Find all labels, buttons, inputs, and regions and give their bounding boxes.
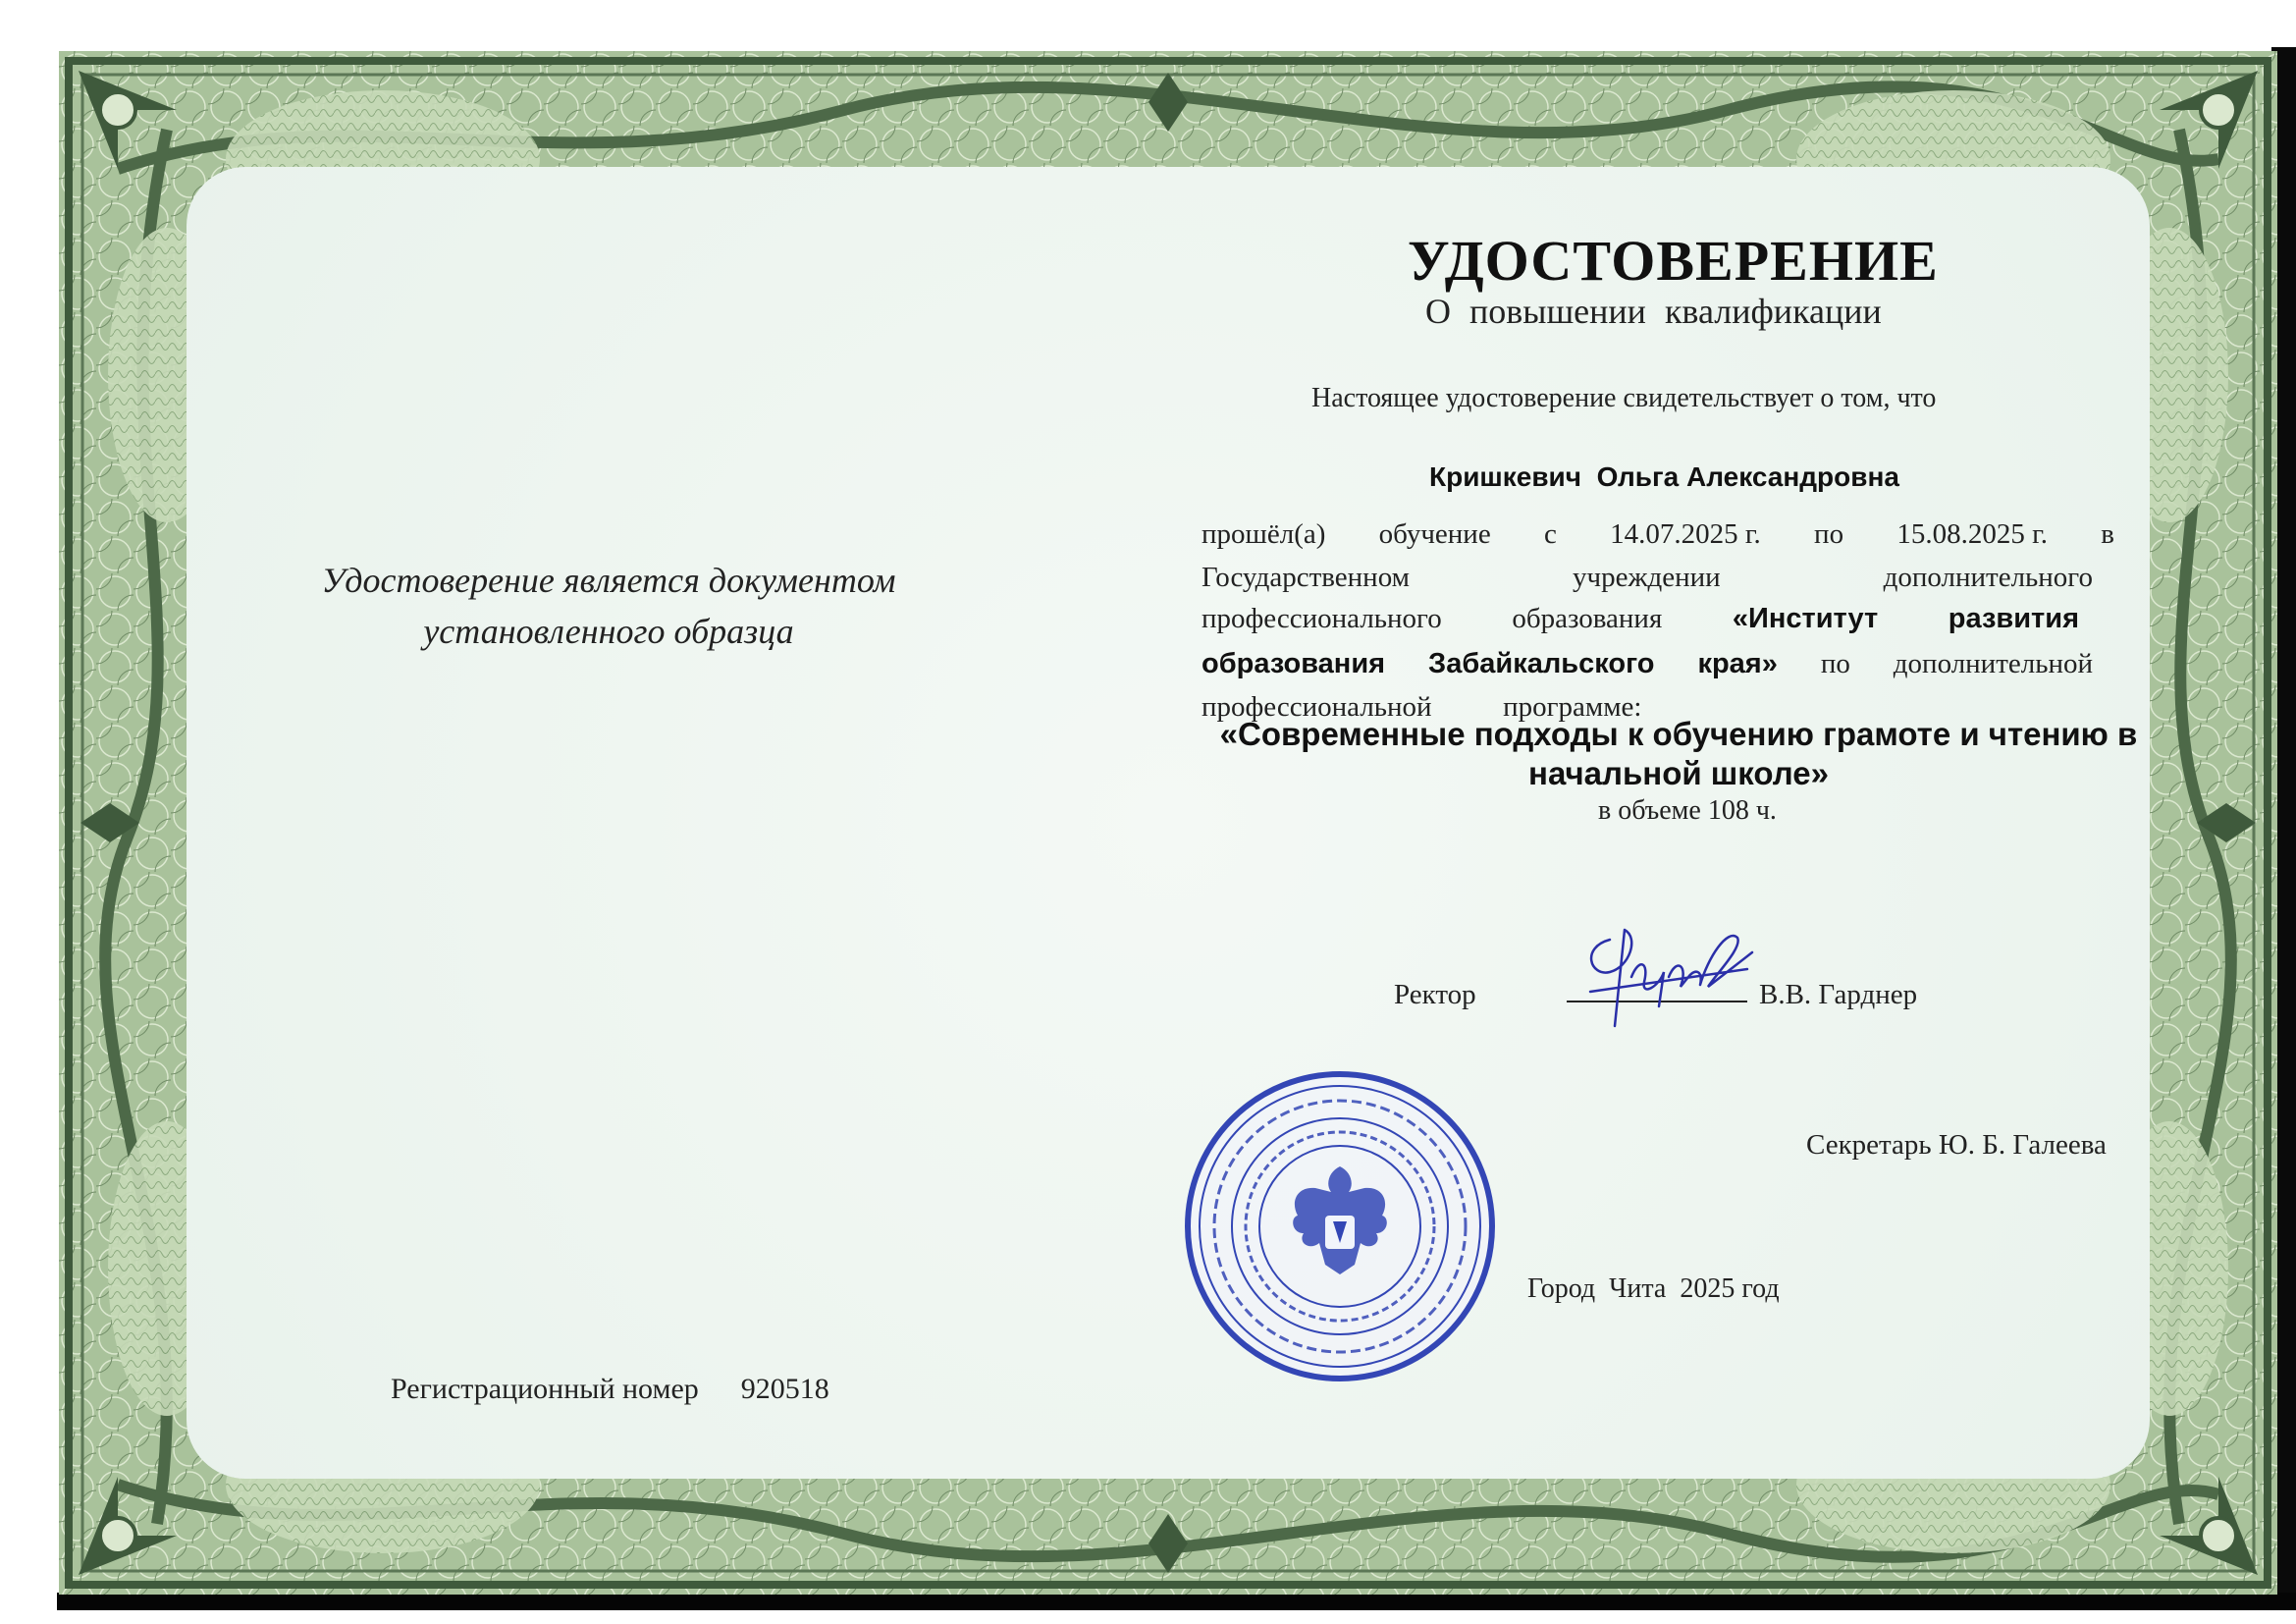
certificate-inner-field (187, 167, 2150, 1479)
program-title (1207, 715, 2150, 793)
recipient-name: Кришкевич Ольга Александровна (1429, 461, 1899, 492)
details-line-3: профессионального образования «Институт развития (1201, 603, 2079, 634)
intro-text: Настоящее удостоверение свидетельствует о том, что (1311, 383, 1937, 413)
left-note-line2: установленного образца (423, 612, 794, 651)
official-seal-icon (1182, 1068, 1498, 1384)
details-line-1: прошёл(а) обучение с 14.07.2025 г. по 15.08.2025 г. в (1201, 518, 2114, 562)
certificate-title: УДОСТОВЕРЕНИЕ (1408, 229, 1939, 293)
rector-label: Ректор (1394, 979, 1476, 1010)
start-date: 14.07.2025 г. (1610, 518, 1761, 550)
signature-icon (1571, 918, 1757, 1041)
program-title-line1: «Современные подходы к обучению грамоте и чтению в (1219, 716, 2138, 752)
training-details (1201, 518, 2114, 731)
details-line-5: профессиональной программе: (1201, 691, 1642, 723)
program-title-line2: начальной школе» (1528, 755, 1829, 791)
end-date: 15.08.2025 г. (1896, 518, 2048, 550)
page-shadow-bottom (57, 1593, 2296, 1610)
secretary: Секретарь Ю. Б. Галеева (1806, 1129, 2107, 1161)
certificate-subtitle: О повышении квалификации (1425, 292, 1882, 331)
registration-number: 920518 (740, 1373, 829, 1405)
left-note-line1: Удостоверение является документом (321, 561, 896, 600)
left-note (265, 555, 952, 657)
details-line-2: Государственном учреждении дополнительного (1201, 562, 2093, 593)
certificate-sheet (59, 51, 2277, 1595)
city-year: Город Чита 2025 год (1527, 1273, 1780, 1304)
rector-name: В.В. Гарднер (1759, 979, 1918, 1010)
program-hours: в объеме 108 ч. (1598, 795, 1777, 826)
registration-label: Регистрационный номер (391, 1373, 699, 1405)
registration (391, 1373, 829, 1406)
details-line-4: образования Забайкальского края» по дополнительной (1201, 648, 2093, 679)
